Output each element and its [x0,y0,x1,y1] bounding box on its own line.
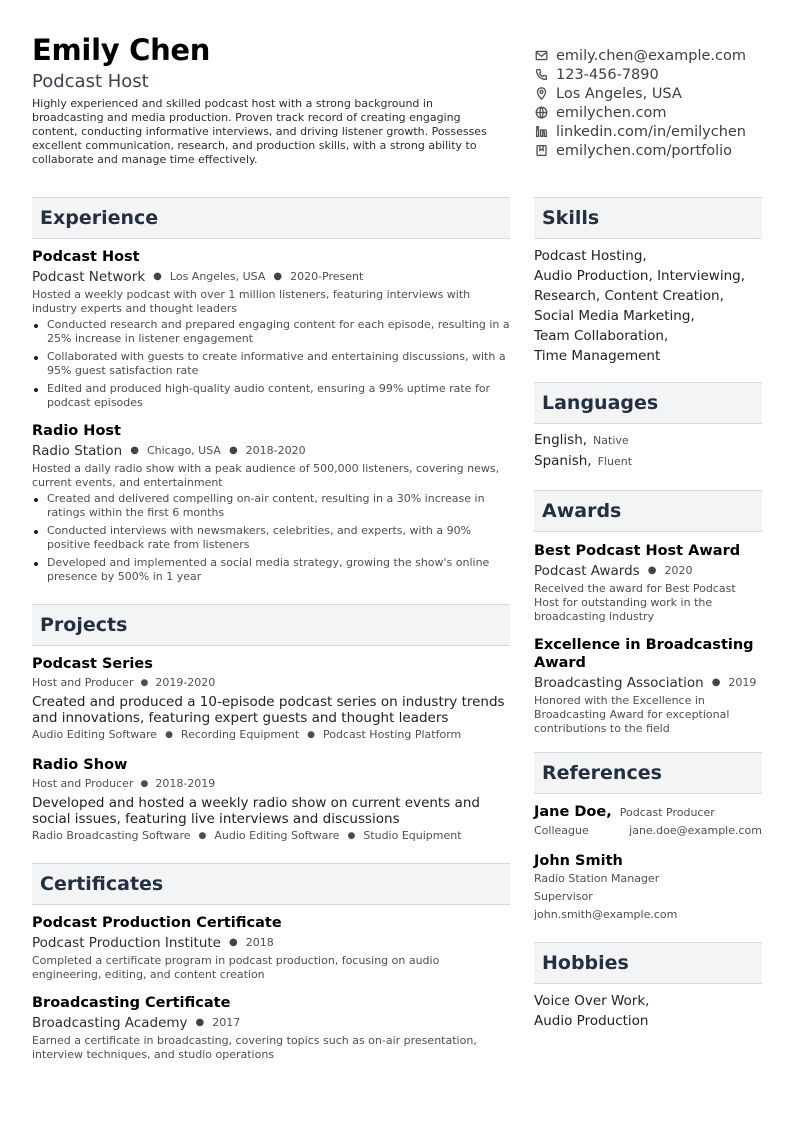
reference-email[interactable]: john.smith@example.com [534,908,678,921]
hobby-item: Audio Production [534,1013,649,1029]
separator-dot: ● [165,730,173,740]
separator-dot: ● [228,445,238,456]
certificate-year: 2017 [212,1016,241,1029]
language-level: Fluent [597,455,633,468]
language-item [534,451,762,472]
project-tag: Audio Editing Software [32,728,158,741]
experience-bullet: Created and delivered compelling on-air content, resulting in a 30% increase in ratings within the first 6 months [32,492,510,520]
reference-relation: Colleague [534,824,589,837]
contact-website[interactable] [534,103,784,122]
languages-list [534,430,762,472]
bookmark-icon [534,144,548,158]
project-description: Developed and hosted a weekly radio show on current events and social issues, featuring live interviews and discussions [32,795,480,827]
award-year: 2019 [728,676,757,689]
separator-dot: ● [228,937,238,948]
experience-bullet: Collaborated with guests to create informative and entertaining discussions, with a 95% guest satisfaction rate [32,350,510,378]
reference-position: Radio Station Manager [534,872,660,885]
award-issuer: Broadcasting Association [534,675,704,691]
separator-dot: ● [195,1017,205,1028]
skill-item: Team Collaboration, [534,328,669,344]
project-title: Podcast Series [32,656,153,672]
language-level: Native [593,434,629,447]
contact-linkedin[interactable] [534,122,784,141]
skill-item: Time Management [534,348,661,364]
contact-phone[interactable] [534,65,784,84]
project-description: Created and produced a 10-episode podcast series on industry trends and innovations, featuring expert guests and thought leaders [32,694,505,726]
globe-icon [534,106,548,120]
experience-dates: 2018-2020 [245,444,306,457]
contact-location [534,84,784,103]
hobbies-heading: Hobbies [534,942,762,984]
contact-email[interactable] [534,46,784,65]
contact-list [534,46,784,160]
separator-dot: ● [307,730,316,740]
experience-description: Hosted a weekly podcast with over 1 million listeners, featuring interviews with industry experts and thought leaders [32,288,471,315]
experience-company: Podcast Network [32,269,146,285]
certificate-meta [32,934,510,952]
certificate-title: Broadcasting Certificate [32,995,231,1011]
certificate-description: Earned a certificate in broadcasting, covering topics such as on-air presentation, interview techniques, and studio operations [32,1034,477,1061]
project-role: Host and Producer [32,676,134,689]
contact-email-text: emily.chen@example.com [556,47,746,64]
experience-heading: Experience [32,197,510,239]
language-item [534,430,762,451]
language-name: Spanish, [534,453,592,469]
hobbies-list [534,991,762,1031]
project-tag: Podcast Hosting Platform [323,728,462,741]
certificate-issuer: Podcast Production Institute [32,935,221,951]
experience-meta [32,268,510,286]
award-description: Honored with the Excellence in Broadcasting Award for exceptional contributions to the field [534,694,730,735]
references-heading: References [534,752,762,794]
experience-bullet: Conducted research and prepared engaging content for each episode, resulting in a 25% increase in listener engagement [32,318,510,346]
contact-location-text: Los Angeles, USA [556,85,682,102]
award-year: 2020 [664,564,693,577]
award-meta [534,562,762,580]
reference-position: Podcast Producer [619,806,715,819]
experience-bullet: Developed and implemented a social media strategy, growing the show's online presence by 500% in 1 year [32,556,510,584]
skill-item: Podcast Hosting, [534,248,647,264]
project-item [32,756,510,843]
phone-icon [534,68,548,82]
experience-company: Radio Station [32,443,123,459]
separator-dot: ● [198,831,207,841]
project-role: Host and Producer [32,777,134,790]
award-issuer: Podcast Awards [534,563,640,579]
reference-name: Jane Doe, [534,804,612,820]
linkedin-icon [534,125,548,139]
languages-heading: Languages [534,382,762,424]
certificate-description: Completed a certificate program in podcast production, focusing on audio engineering, editing, and content creation [32,954,440,981]
contact-linkedin-text: linkedin.com/in/emilychen [556,123,746,140]
person-summary: Highly experienced and skilled podcast host with a strong background in broadcasting and media production. Proven track record of creating engaging content, conducting informative interviews, and driving listener growth. Possesses excellent communication, research, and production skills, with a strong ability to collaborate and manage time effectively. [32,97,487,166]
separator-dot: ● [130,445,139,456]
experience-item [32,422,510,584]
certificate-title: Podcast Production Certificate [32,915,282,931]
project-dates: 2019-2020 [155,676,216,689]
separator-dot: ● [711,677,721,688]
left-column [32,197,510,1062]
certificates-heading: Certificates [32,863,510,905]
certificate-item [32,994,510,1062]
skill-item: Social Media Marketing, [534,308,695,324]
reference-email[interactable]: jane.doe@example.com [629,824,762,837]
project-tags [32,728,510,742]
award-title: Excellence in Broadcasting Award [534,637,754,671]
project-tag: Radio Broadcasting Software [32,829,191,842]
experience-bullet: Edited and produced high-quality audio content, ensuring a 99% uptime rate for podcast episodes [32,382,510,410]
separator-dot: ● [140,678,149,688]
experience-dates: 2020-Present [290,270,364,283]
reference-item [534,803,762,840]
person-title: Podcast Host [32,71,149,92]
map-pin-icon [534,87,548,101]
contact-website-text: emilychen.com [556,104,667,121]
separator-dot: ● [273,271,283,282]
awards-heading: Awards [534,490,762,532]
experience-bullets [32,318,510,410]
reference-item [534,852,762,924]
skill-item: Research, Content Creation, [534,288,724,304]
skills-heading: Skills [534,197,762,239]
certificate-meta [32,1014,510,1032]
certificate-year: 2018 [245,936,274,949]
experience-bullets [32,492,510,584]
experience-item [32,248,510,410]
project-tags [32,829,510,843]
project-meta [32,676,510,690]
experience-bullet: Conducted interviews with newsmakers, celebrities, and experts, with a 90% positive feedback rate from listeners [32,524,510,552]
certificate-issuer: Broadcasting Academy [32,1015,188,1031]
project-meta [32,777,510,791]
award-title: Best Podcast Host Award [534,543,741,559]
award-item [534,542,762,624]
reference-name: John Smith [534,853,623,869]
experience-location: Chicago, USA [146,444,221,457]
separator-dot: ● [347,831,356,841]
award-description: Received the award for Best Podcast Host for outstanding work in the broadcasting industry [534,582,736,623]
separator-dot: ● [153,271,162,282]
separator-dot: ● [140,779,149,789]
reference-relation: Supervisor [534,890,593,903]
language-name: English, [534,432,588,448]
right-column [534,197,762,1031]
project-tag: Studio Equipment [363,829,462,842]
contact-phone-text: 123-456-7890 [556,66,659,83]
project-dates: 2018-2019 [155,777,216,790]
hobby-item: Voice Over Work, [534,993,650,1009]
experience-meta [32,442,510,460]
certificate-item [32,914,510,982]
skill-item: Audio Production, Interviewing, [534,268,746,284]
contact-portfolio-text: emilychen.com/portfolio [556,142,733,159]
project-tag: Audio Editing Software [214,829,340,842]
award-meta [534,674,762,692]
contact-portfolio[interactable] [534,141,784,160]
project-tag: Recording Equipment [180,728,300,741]
experience-description: Hosted a daily radio show with a peak audience of 500,000 listeners, covering news, current events, and entertainment [32,462,500,489]
project-item [32,655,510,742]
skills-list [534,246,762,366]
experience-title: Podcast Host [32,249,140,265]
experience-location: Los Angeles, USA [169,270,266,283]
resume-header [32,34,512,167]
projects-heading: Projects [32,604,510,646]
experience-title: Radio Host [32,423,121,439]
person-name: Emily Chen [32,33,211,67]
project-title: Radio Show [32,757,128,773]
mail-icon [534,49,548,63]
separator-dot: ● [647,565,657,576]
award-item [534,636,762,736]
